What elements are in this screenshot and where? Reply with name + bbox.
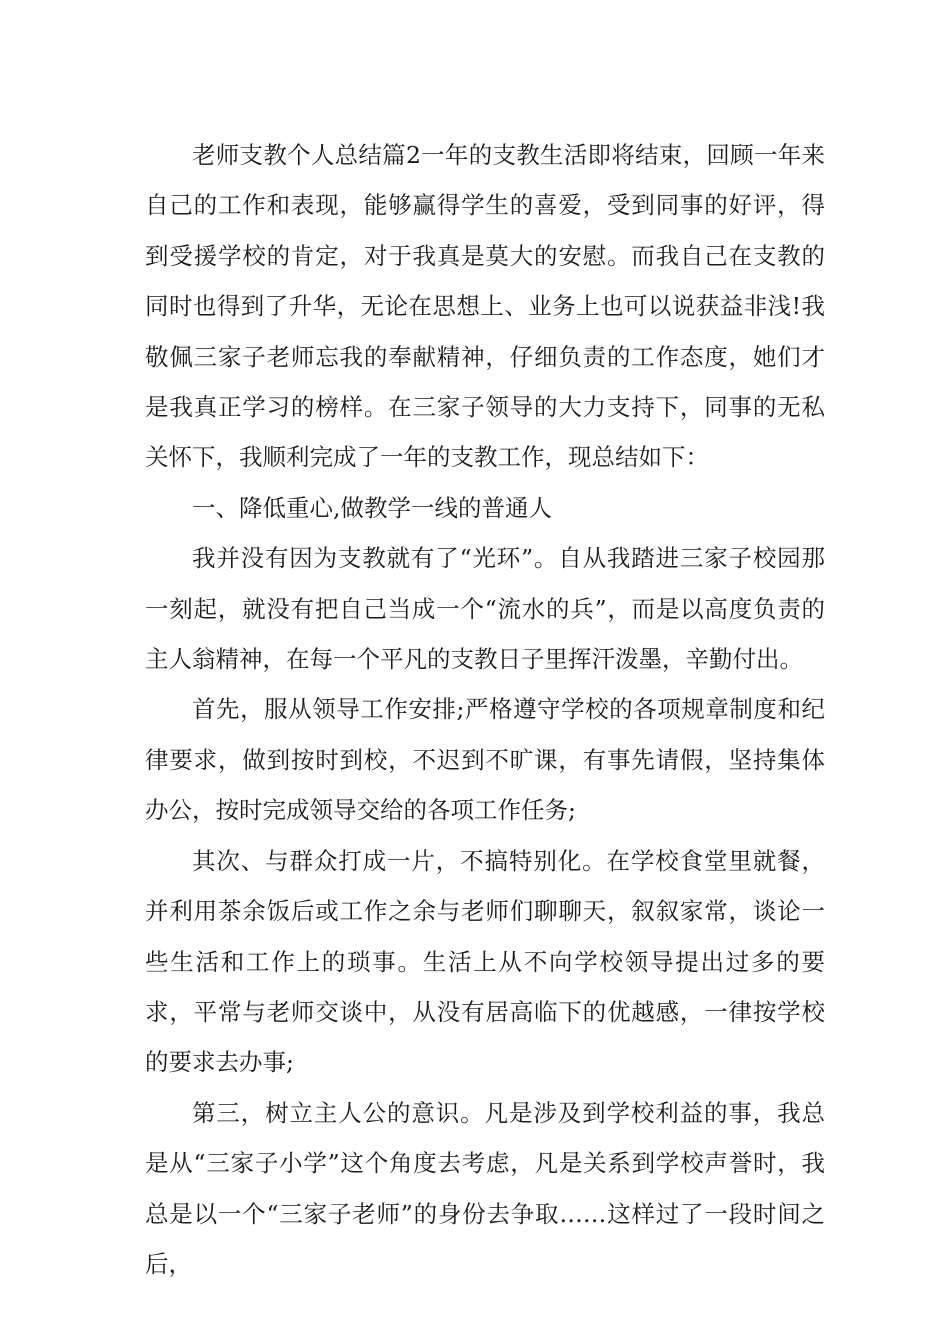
paragraph-third: 第三，树立主人公的意识。凡是涉及到学校利益的事，我总是从“三家子小学”这个角度去考虑，凡是关系到学校声誉时，我总是以一个“三家子老师”的身份去争取……这样过了一段时间之后，: [145, 1098, 825, 1278]
paragraph-first: 首先，服从领导工作安排;严格遵守学校的各项规章制度和纪律要求，做到按时到校，不迟到不旷课，有事先请假，坚持集体办公，按时完成领导交给的各项工作任务;: [145, 695, 825, 825]
document-body: [145, 130, 825, 1289]
paragraph-second: 其次、与群众打成一片，不搞特别化。在学校食堂里就餐，并利用茶余饭后或工作之余与老师们聊聊天，叙叙家常，谈论一些生活和工作上的琐事。生活上从不向学校领导提出过多的要求，平常与老师交谈中，从没有居高临下的优越感，一律按学校的要求去办事;: [145, 846, 825, 1077]
paragraph-halo: 我并没有因为支教就有了“光环”。自从我踏进三家子校园那一刻起，就没有把自己当成一个“流水的兵”，而是以高度负责的主人翁精神，在每一个平凡的支教日子里挥汗泼墨，辛勤付出。: [145, 544, 825, 674]
section-heading: 一、降低重心,做教学一线的普通人: [192, 493, 552, 522]
paragraph-intro: 老师支教个人总结篇2一年的支教生活即将结束，回顾一年来自己的工作和表现，能够赢得学生的喜爱，受到同事的好评，得到受援学校的肯定，对于我真是莫大的安慰。而我自己在支教的同时也得到了升华，无论在思想上、业务上也可以说获益非浅!我敬佩三家子老师忘我的奉献精神，仔细负责的工作态度，她们才是我真正学习的榜样。在三家子领导的大力支持下，同事的无私关怀下，我顺利完成了一年的支教工作，现总结如下：: [145, 141, 825, 472]
